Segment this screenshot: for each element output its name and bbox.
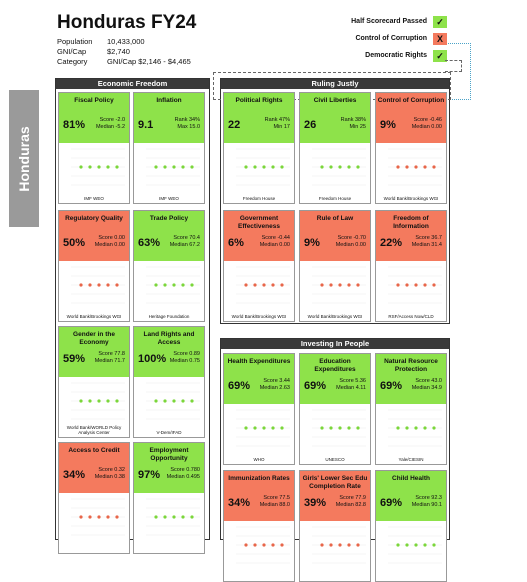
indicator-header	[376, 93, 446, 143]
indicator-stat-1: Rank 47%	[264, 117, 290, 123]
trend-sparkline	[134, 377, 204, 429]
indicator-header	[300, 211, 370, 261]
trend-sparkline	[224, 404, 294, 456]
indicator-score: 22	[228, 119, 241, 131]
indicator-score: 59%	[63, 353, 86, 365]
indicator-stats	[341, 117, 366, 131]
trend-point	[163, 283, 166, 286]
trend-point	[432, 165, 435, 168]
trend-point	[356, 283, 359, 286]
indicator-card	[58, 92, 130, 204]
trend-point	[106, 515, 109, 518]
trend-point	[320, 543, 323, 546]
indicator-header	[300, 93, 370, 143]
trend-point	[320, 283, 323, 286]
indicator-name: Health Expenditures	[227, 358, 291, 365]
indicator-score: 6%	[228, 237, 244, 249]
indicator-card	[58, 210, 130, 322]
trend-point	[338, 543, 341, 546]
trend-point	[97, 399, 100, 402]
indicator-stat-2: Max 15.0	[177, 124, 200, 130]
indicator-stat-1: Score 0.780	[170, 467, 200, 473]
indicator-name: Child Health	[392, 475, 430, 482]
trend-point	[115, 399, 118, 402]
indicator-card	[58, 326, 130, 438]
indicator-score: 69%	[380, 497, 403, 509]
indicator-stats	[336, 495, 366, 509]
trend-point	[163, 165, 166, 168]
trend-sparkline	[59, 143, 129, 195]
indicator-card	[375, 470, 447, 582]
indicator-card	[133, 210, 205, 322]
indicator-name: Immunization Rates	[228, 475, 290, 482]
indicator-name: Girls' Lower Sec Edu Completion Rate	[302, 475, 368, 490]
indicator-card	[299, 92, 371, 204]
trend-point	[163, 515, 166, 518]
trend-point	[172, 399, 175, 402]
indicator-stats	[412, 117, 442, 131]
indicator-header	[134, 327, 204, 377]
economic-freedom-panel: Economic Freedom	[55, 78, 210, 540]
indicator-score: 9%	[380, 119, 396, 131]
indicator-name: Government Effectiveness	[238, 215, 280, 230]
trend-point	[79, 165, 82, 168]
indicator-name: Education Expenditures	[314, 358, 356, 373]
indicator-stat-1: Score 0.32	[98, 467, 125, 473]
indicator-card	[133, 92, 205, 204]
indicator-stats	[336, 378, 366, 392]
indicator-stats	[260, 235, 290, 249]
trend-point	[190, 399, 193, 402]
trend-point	[329, 426, 332, 429]
indicator-name: Freedom of Information	[393, 215, 429, 230]
trend-point	[88, 165, 91, 168]
indicator-header	[134, 443, 204, 493]
trend-point	[347, 283, 350, 286]
indicator-stats	[336, 235, 366, 249]
indicator-stat-1: Score 5.36	[339, 378, 366, 384]
indicator-stat-2: Median 88.0	[259, 502, 290, 508]
trend-point	[405, 283, 408, 286]
indicator-card	[223, 210, 295, 322]
indicator-name: Employment Opportunity	[149, 447, 189, 462]
indicator-stat-2: Median 71.7	[94, 358, 125, 364]
indicator-header	[376, 354, 446, 404]
trend-point	[97, 515, 100, 518]
indicator-name: Rule of Law	[316, 215, 354, 222]
trend-sparkline	[376, 143, 446, 195]
indicator-source: World Bank/Brookings WGI	[307, 314, 363, 319]
indicator-stat-2: Median 4.11	[336, 385, 366, 391]
trend-point	[154, 283, 157, 286]
indicator-card	[223, 353, 295, 465]
indicator-header	[376, 211, 446, 261]
indicator-card	[133, 326, 205, 438]
indicator-stat-1: Score -2.0	[99, 117, 125, 123]
indicator-header	[224, 93, 294, 143]
indicator-score: 69%	[380, 380, 403, 392]
trend-sparkline	[300, 143, 370, 195]
trend-point	[154, 399, 157, 402]
indicator-stats	[260, 378, 290, 392]
trend-point	[271, 283, 274, 286]
trend-point	[271, 165, 274, 168]
trend-point	[88, 283, 91, 286]
trend-point	[329, 543, 332, 546]
trend-point	[88, 515, 91, 518]
indicator-stats	[95, 467, 125, 481]
legend-control-corruption: Control of Corruption	[355, 35, 427, 42]
trend-point	[154, 515, 157, 518]
trend-point	[262, 283, 265, 286]
trend-point	[253, 426, 256, 429]
indicator-stat-1: Score -0.70	[337, 235, 366, 241]
indicator-source: WHO	[253, 457, 265, 462]
check-icon: ✓	[433, 16, 447, 28]
trend-point	[154, 165, 157, 168]
trend-point	[244, 543, 247, 546]
indicator-name: Political Rights	[235, 97, 283, 104]
trend-point	[88, 399, 91, 402]
democratic-connector	[445, 60, 462, 72]
legend-half-scorecard: Half Scorecard Passed	[351, 18, 427, 25]
trend-sparkline	[376, 521, 446, 573]
trend-point	[356, 165, 359, 168]
trend-sparkline	[134, 261, 204, 313]
trend-point	[181, 283, 184, 286]
trend-point	[79, 515, 82, 518]
trend-point	[356, 543, 359, 546]
trend-point	[414, 543, 417, 546]
indicator-card	[223, 470, 295, 582]
trend-point	[181, 165, 184, 168]
indicator-source: Freedom House	[242, 196, 276, 201]
trend-point	[106, 165, 109, 168]
legend-democratic-rights: Democratic Rights	[365, 52, 427, 59]
indicator-stats	[170, 235, 200, 249]
country-info: Population 10,433,000 GNI/Cap $2,740 Category GNI/Cap $2,146 - $4,465	[57, 37, 191, 66]
indicator-score: 100%	[138, 353, 167, 365]
indicator-stats	[167, 467, 200, 481]
indicator-name: Regulatory Quality	[65, 215, 123, 222]
indicator-score: 81%	[63, 119, 86, 131]
indicator-stat-1: Rank 34%	[174, 117, 200, 123]
trend-point	[172, 165, 175, 168]
trend-sparkline	[224, 143, 294, 195]
trend-point	[280, 165, 283, 168]
trend-sparkline	[134, 493, 204, 545]
indicator-source: World Bank/WORLD Policy Analysis Center	[66, 425, 122, 435]
indicator-card	[133, 442, 205, 554]
ruling-justly-panel: Ruling Justly	[220, 78, 450, 324]
indicator-card	[299, 470, 371, 582]
trend-sparkline	[376, 261, 446, 313]
indicator-source: V-Dem/IFAD	[156, 430, 182, 435]
check-icon: ✓	[433, 50, 447, 62]
trend-point	[396, 165, 399, 168]
trend-point	[271, 426, 274, 429]
indicator-score: 34%	[63, 469, 86, 481]
indicator-card	[375, 210, 447, 322]
trend-point	[244, 426, 247, 429]
trend-point	[106, 283, 109, 286]
trend-point	[347, 543, 350, 546]
indicator-stat-2: Median 67.2	[169, 242, 200, 248]
trend-sparkline	[224, 521, 294, 573]
indicator-source: World Bank/Brookings WGI	[231, 314, 287, 319]
trend-point	[338, 426, 341, 429]
trend-sparkline	[376, 404, 446, 456]
indicator-stat-1: Score 77.9	[339, 495, 366, 501]
trend-point	[262, 165, 265, 168]
indicator-stats	[265, 117, 290, 131]
indicator-stat-2: Median 82.8	[335, 502, 366, 508]
trend-sparkline	[59, 377, 129, 429]
indicator-stat-1: Score 92.3	[415, 495, 442, 501]
indicator-name: Inflation	[156, 97, 182, 104]
trend-point	[423, 426, 426, 429]
indicator-score: 69%	[228, 380, 251, 392]
trend-point	[338, 283, 341, 286]
indicator-card	[299, 210, 371, 322]
indicator-header	[224, 354, 294, 404]
indicator-header	[376, 471, 446, 521]
indicator-header	[300, 354, 370, 404]
indicator-stats	[175, 117, 200, 131]
trend-point	[115, 165, 118, 168]
trend-point	[405, 165, 408, 168]
indicator-header	[59, 443, 129, 493]
indicator-source: Heritage Foundation	[148, 314, 190, 319]
trend-point	[432, 543, 435, 546]
indicator-stat-1: Score 77.5	[263, 495, 290, 501]
trend-point	[181, 399, 184, 402]
trend-sparkline	[224, 261, 294, 313]
indicator-stat-2: Median 0.00	[411, 124, 442, 130]
indicator-header	[59, 93, 129, 143]
indicator-stat-1: Score -0.44	[261, 235, 290, 241]
indicator-score: 63%	[138, 237, 161, 249]
indicator-stats	[412, 378, 442, 392]
indicator-stat-2: Min 25	[349, 124, 366, 130]
trend-point	[262, 543, 265, 546]
indicator-stat-2: Median 0.00	[94, 242, 125, 248]
trend-point	[271, 543, 274, 546]
indicator-stats	[95, 235, 125, 249]
trend-point	[181, 515, 184, 518]
indicator-source: World Bank/Brookings WGI	[66, 314, 122, 319]
indicator-stat-2: Median 0.00	[259, 242, 290, 248]
indicator-stats	[412, 235, 442, 249]
indicator-stat-2: Median 0.75	[169, 358, 200, 364]
trend-sparkline	[300, 404, 370, 456]
trend-point	[405, 543, 408, 546]
trend-point	[329, 165, 332, 168]
indicator-stat-2: Median 34.9	[411, 385, 442, 391]
indicator-header	[134, 211, 204, 261]
indicator-stats	[170, 351, 200, 365]
indicator-score: 39%	[304, 497, 327, 509]
trend-point	[338, 165, 341, 168]
trend-point	[106, 399, 109, 402]
indicator-score: 9%	[304, 237, 320, 249]
indicator-score: 34%	[228, 497, 251, 509]
indicator-stat-2: Median 31.4	[411, 242, 442, 248]
indicator-header	[134, 93, 204, 143]
indicator-stat-2: Median 0.38	[94, 474, 125, 480]
indicator-card	[299, 353, 371, 465]
trend-point	[423, 165, 426, 168]
indicator-source: UNESCO	[325, 457, 345, 462]
investing-in-people-panel: Investing In People	[220, 338, 450, 540]
trend-point	[414, 426, 417, 429]
trend-point	[347, 426, 350, 429]
trend-point	[253, 165, 256, 168]
indicator-source: Yale/CIESIN	[398, 457, 424, 462]
trend-point	[396, 426, 399, 429]
indicator-stat-2: Median 2.63	[259, 385, 290, 391]
trend-point	[115, 283, 118, 286]
indicator-stats	[412, 495, 442, 509]
trend-point	[244, 283, 247, 286]
trend-point	[97, 165, 100, 168]
indicator-name: Land Rights and Access	[143, 331, 195, 346]
trend-point	[115, 515, 118, 518]
indicator-source: World Bank/Brookings WGI	[383, 196, 439, 201]
indicator-score: 69%	[304, 380, 327, 392]
trend-sparkline	[300, 261, 370, 313]
indicator-stat-1: Score 43.0	[415, 378, 442, 384]
trend-point	[423, 543, 426, 546]
indicator-stats	[95, 351, 125, 365]
indicator-source: RSF/Access Now/CLD	[388, 314, 434, 319]
indicator-name: Gender in the Economy	[73, 331, 115, 346]
indicator-score: 26	[304, 119, 317, 131]
trend-point	[432, 283, 435, 286]
indicator-header	[224, 211, 294, 261]
trend-sparkline	[300, 521, 370, 573]
indicator-score: 97%	[138, 469, 161, 481]
indicator-stat-1: Score 0.00	[98, 235, 125, 241]
indicator-stat-2: Median 90.1	[411, 502, 442, 508]
indicator-card	[58, 442, 130, 554]
trend-sparkline	[59, 493, 129, 545]
trend-point	[79, 399, 82, 402]
trend-point	[414, 283, 417, 286]
indicator-stats	[260, 495, 290, 509]
trend-point	[320, 165, 323, 168]
indicator-stat-1: Score 77.8	[98, 351, 125, 357]
indicator-source: Freedom House	[318, 196, 352, 201]
trend-point	[172, 515, 175, 518]
indicator-name: Fiscal Policy	[74, 97, 114, 104]
indicator-stats	[96, 117, 125, 131]
indicator-name: Civil Liberties	[313, 97, 357, 104]
trend-point	[320, 426, 323, 429]
trend-point	[396, 543, 399, 546]
trend-point	[329, 283, 332, 286]
trend-point	[262, 426, 265, 429]
trend-point	[280, 543, 283, 546]
indicator-card	[375, 92, 447, 204]
indicator-stat-1: Score 70.4	[173, 235, 200, 241]
country-side-tab: Honduras	[9, 90, 39, 227]
trend-point	[356, 426, 359, 429]
trend-point	[280, 283, 283, 286]
trend-point	[432, 426, 435, 429]
indicator-name: Natural Resource Protection	[384, 358, 438, 373]
trend-point	[97, 283, 100, 286]
trend-point	[405, 426, 408, 429]
indicator-header	[59, 327, 129, 377]
indicator-card	[223, 92, 295, 204]
trend-sparkline	[134, 143, 204, 195]
trend-sparkline	[59, 261, 129, 313]
trend-point	[414, 165, 417, 168]
indicator-name: Access to Credit	[68, 447, 120, 454]
indicator-source: IMF WEO	[159, 196, 179, 201]
trend-point	[79, 283, 82, 286]
indicator-stat-1: Score -0.46	[413, 117, 442, 123]
indicator-score: 9.1	[138, 119, 154, 131]
indicator-stat-1: Score 36.7	[415, 235, 442, 241]
trend-point	[190, 165, 193, 168]
indicator-header	[300, 471, 370, 521]
indicator-stat-2: Min 17	[273, 124, 290, 130]
trend-point	[163, 399, 166, 402]
trend-point	[190, 283, 193, 286]
indicator-score: 22%	[380, 237, 403, 249]
trend-point	[244, 165, 247, 168]
indicator-stat-2: Median 0.495	[166, 474, 200, 480]
indicator-stat-2: Median -5.2	[95, 124, 125, 130]
indicator-name: Trade Policy	[149, 215, 189, 222]
indicator-stat-1: Score 3.44	[263, 378, 290, 384]
trend-point	[253, 283, 256, 286]
indicator-source: IMF WEO	[84, 196, 104, 201]
indicator-stat-1: Rank 38%	[340, 117, 366, 123]
trend-point	[172, 283, 175, 286]
indicator-name: Control of Corruption	[377, 97, 445, 104]
x-icon: X	[433, 33, 447, 45]
trend-point	[253, 543, 256, 546]
trend-point	[423, 283, 426, 286]
indicator-stat-2: Median 0.00	[335, 242, 366, 248]
indicator-stat-1: Score 0.89	[173, 351, 200, 357]
indicator-score: 50%	[63, 237, 86, 249]
trend-point	[190, 515, 193, 518]
page-title: Honduras FY24	[57, 12, 197, 33]
trend-point	[280, 426, 283, 429]
indicator-card	[375, 353, 447, 465]
trend-point	[347, 165, 350, 168]
indicator-header	[224, 471, 294, 521]
indicator-header	[59, 211, 129, 261]
trend-point	[396, 283, 399, 286]
